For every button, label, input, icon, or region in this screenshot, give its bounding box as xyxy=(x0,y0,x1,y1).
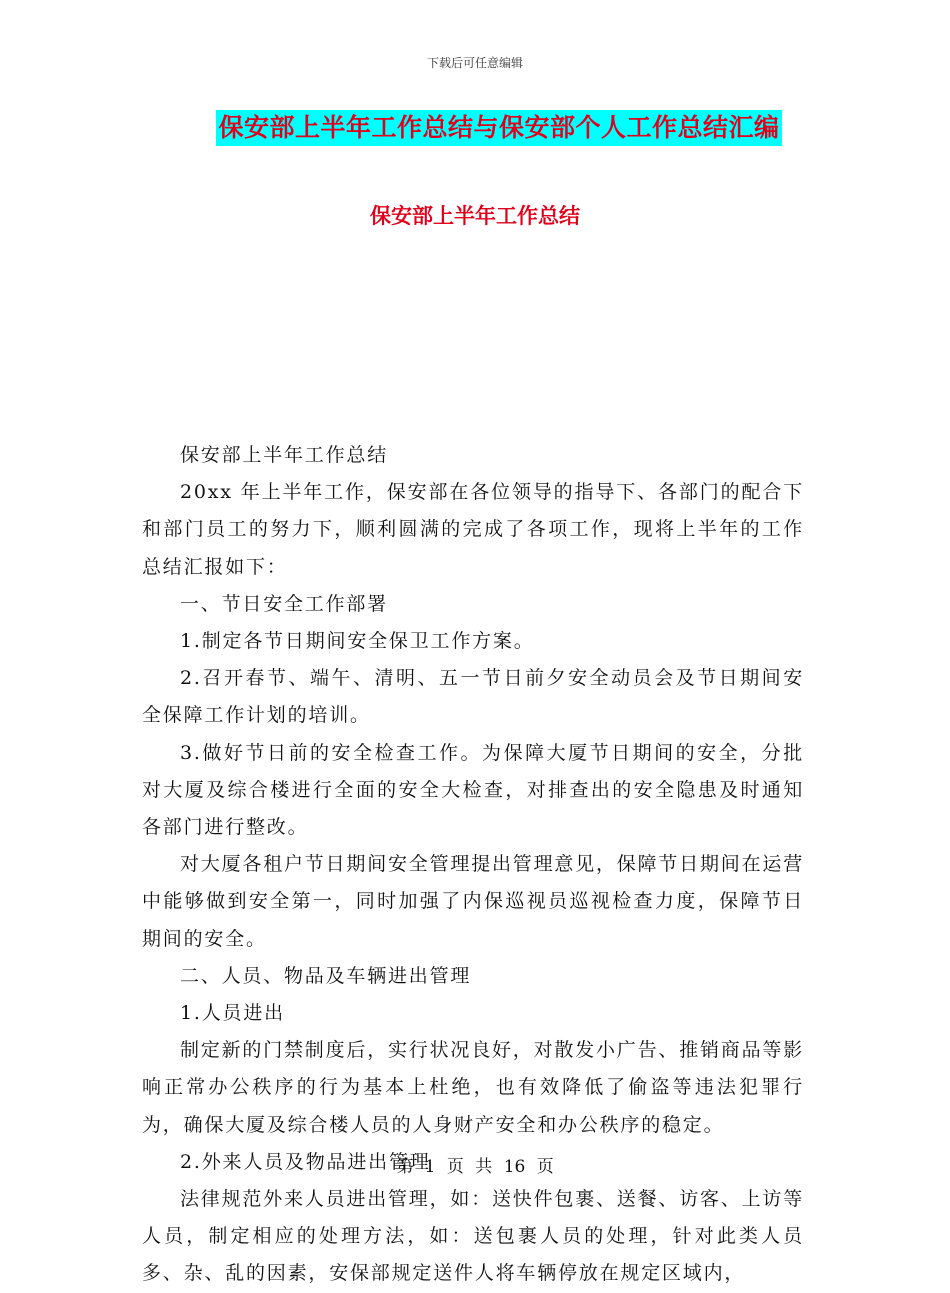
page-number-footer: 第 1 页 共 16 页 xyxy=(396,1157,554,1177)
paragraph: 制定新的门禁制度后，实行状况良好，对散发小广告、推销商品等影响正常办公秩序的行为基本上杜绝，也有效降低了偷盗等违法犯罪行为，确保大厦及综合楼人员的人身财产安全和办公秩序的稳定。 xyxy=(142,1039,805,1136)
body-text xyxy=(142,214,804,1293)
top-spacer xyxy=(142,214,804,437)
paragraph: 对大厦各租户节日期间安全管理提出管理意见，保障节日期间在运营中能够做到安全第一，同时加强了内保巡视员巡视检查力度，保障节日期间的安全。 xyxy=(142,853,805,950)
paragraph: 3.做好节日前的安全检查工作。为保障大厦节日期间的安全，分批对大厦及综合楼进行全面的安全大检查，对排查出的安全隐患及时通知各部门进行整改。 xyxy=(142,741,804,839)
paragraph: 20xx 年上半年工作，保安部在各位领导的指导下、各部门的配合下和部门员工的努力下，顺利圆满的完成了各项工作，现将上半年的工作总结汇报如下： xyxy=(142,481,804,578)
header-note: 下载后可任意编辑 xyxy=(426,56,523,70)
main-title: 保安部上半年工作总结与保安部个人工作总结汇编 xyxy=(216,110,781,146)
paragraph: 2.外来人员及物品进出管理 xyxy=(180,1150,431,1173)
paragraph: 1.制定各节日期间安全保卫工作方案。 xyxy=(180,630,535,653)
paragraph: 2.召开春节、端午、清明、五一节日前夕安全动员会及节日期间安全保障工作计划的培训。 xyxy=(142,667,804,727)
main-title-container xyxy=(0,110,950,146)
paragraph: 二、人员、物品及车辆进出管理 xyxy=(180,964,472,987)
section-title: 保安部上半年工作总结 xyxy=(370,204,580,228)
paragraph: 1.人员进出 xyxy=(180,1002,285,1025)
paragraph: 一、节日安全工作部署 xyxy=(180,592,389,615)
paragraph: 法律规范外来人员进出管理，如：送快件包裹、送餐、访客、上访等人员，制定相应的处理方法，如：送包裹人员的处理，针对此类人员多、杂、乱的因素，安保部规定送件人将车辆停放在规定区域内， xyxy=(142,1188,805,1285)
paragraph: 保安部上半年工作总结 xyxy=(180,444,389,466)
